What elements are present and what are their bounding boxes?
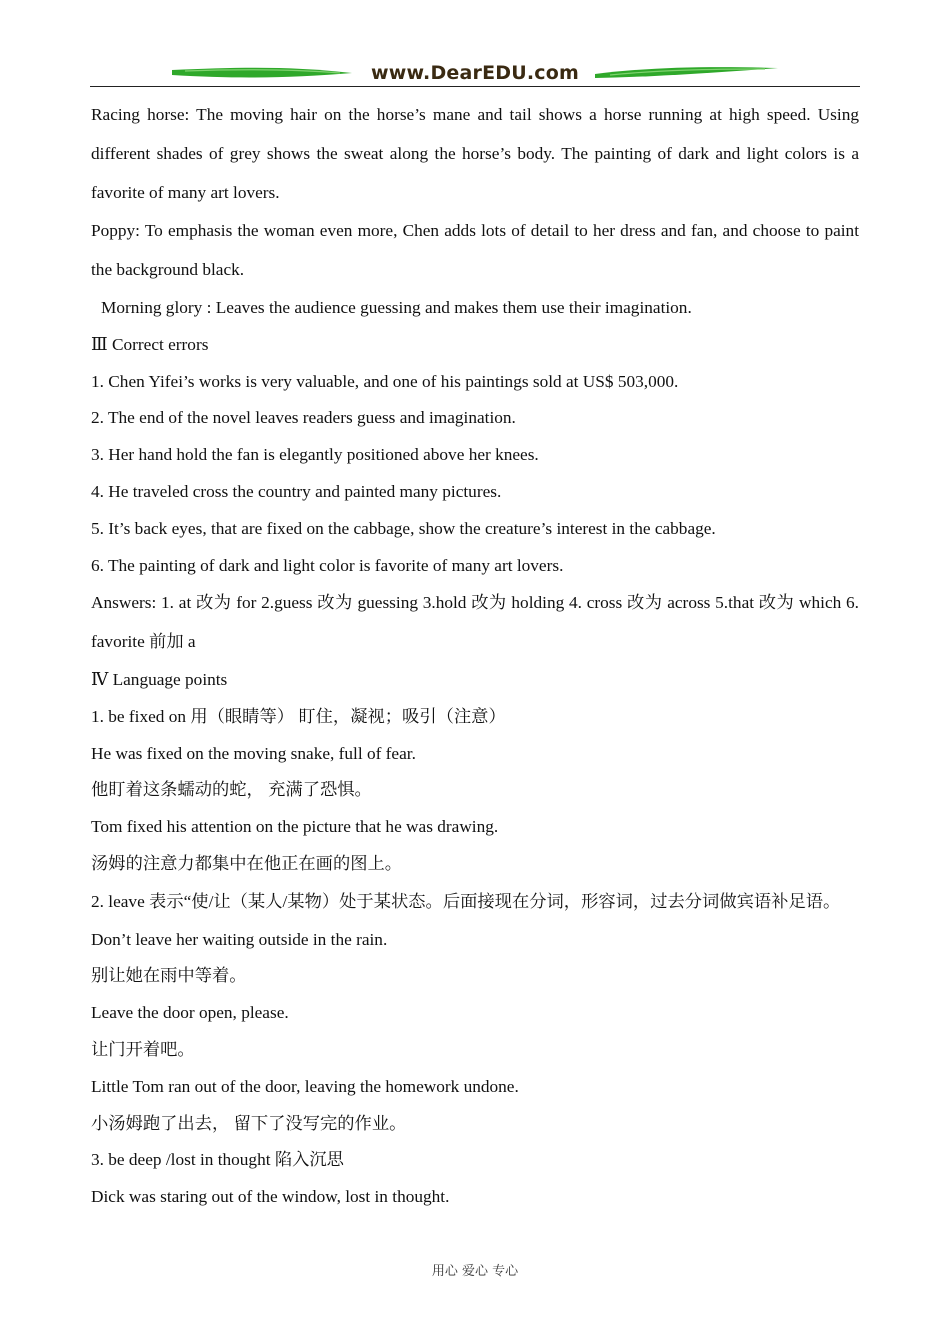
language-point-line: 3. be deep /lost in thought 陷入沉思 bbox=[91, 1150, 344, 1170]
page-header bbox=[90, 58, 860, 90]
example-sentence: Don’t leave her waiting outside in the rain. bbox=[91, 929, 388, 949]
example-translation: 汤姆的注意力都集中在他正在画的图上。 bbox=[91, 853, 403, 873]
example-sentence: Tom fixed his attention on the picture that he was drawing. bbox=[91, 817, 499, 837]
example-sentence: Leave the door open, please. bbox=[91, 1003, 289, 1023]
answers-paragraph: Answers: 1. at 改为 for 2.guess 改为 guessing 3.hold 改为 holding 4. cross 改为 across 5.that 改为 which 6. favorite 前加 a bbox=[91, 593, 859, 652]
example-translation: 让门开着吧。 bbox=[91, 1039, 195, 1059]
header-divider bbox=[90, 86, 860, 87]
document-body bbox=[91, 96, 859, 1216]
error-item: 6. The painting of dark and light color is favorite of many art lovers. bbox=[91, 555, 564, 575]
error-item: 4. He traveled cross the country and painted many pictures. bbox=[91, 481, 502, 501]
page-footer: 用心 爱心 专心 bbox=[431, 1264, 519, 1279]
morning-glory-paragraph: Morning glory : Leaves the audience guessing and makes them use their imagination. bbox=[101, 297, 692, 317]
racing-horse-paragraph: Racing horse: The moving hair on the horse’s mane and tail shows a horse running at high speed. Using different shades of grey shows the sweat along the horse’s body. The painting of dark and light colors is a favorite of many art lovers. bbox=[91, 105, 859, 202]
correct-errors-heading: Ⅲ Correct errors bbox=[91, 334, 209, 354]
example-translation: 他盯着这条蠕动的蛇， 充满了恐惧。 bbox=[91, 780, 372, 800]
example-translation: 别让她在雨中等着。 bbox=[91, 966, 247, 986]
error-item: 1. Chen Yifei’s works is very valuable, and one of his paintings sold at US$ 503,000. bbox=[91, 371, 679, 391]
error-item: 3. Her hand hold the fan is elegantly positioned above her knees. bbox=[91, 445, 539, 465]
language-point-line: 1. be fixed on 用（眼睛等） 盯住，凝视；吸引（注意） bbox=[91, 706, 506, 726]
error-item: 5. It’s back eyes, that are fixed on the cabbage, show the creature’s interest in the cabbage. bbox=[91, 518, 716, 538]
site-logo-text: www.DearEDU.com bbox=[370, 62, 580, 84]
leave-point-paragraph: 2. leave 表示“使/让（某人/某物）处于某状态。后面接现在分词，形容词，过去分词做宾语补足语。 bbox=[91, 891, 841, 911]
example-sentence: Little Tom ran out of the door, leaving the homework undone. bbox=[91, 1076, 519, 1096]
example-sentence: Dick was staring out of the window, lost in thought. bbox=[91, 1187, 450, 1207]
example-sentence: He was fixed on the moving snake, full of fear. bbox=[91, 743, 416, 763]
example-translation: 小汤姆跑了出去， 留下了没写完的作业。 bbox=[91, 1113, 407, 1133]
poppy-paragraph: Poppy: To emphasis the woman even more, Chen adds lots of detail to her dress and fan, and choose to paint the background black. bbox=[91, 221, 859, 280]
error-item: 2. The end of the novel leaves readers guess and imagination. bbox=[91, 408, 516, 428]
language-points-heading: Ⅳ Language points bbox=[91, 669, 228, 689]
